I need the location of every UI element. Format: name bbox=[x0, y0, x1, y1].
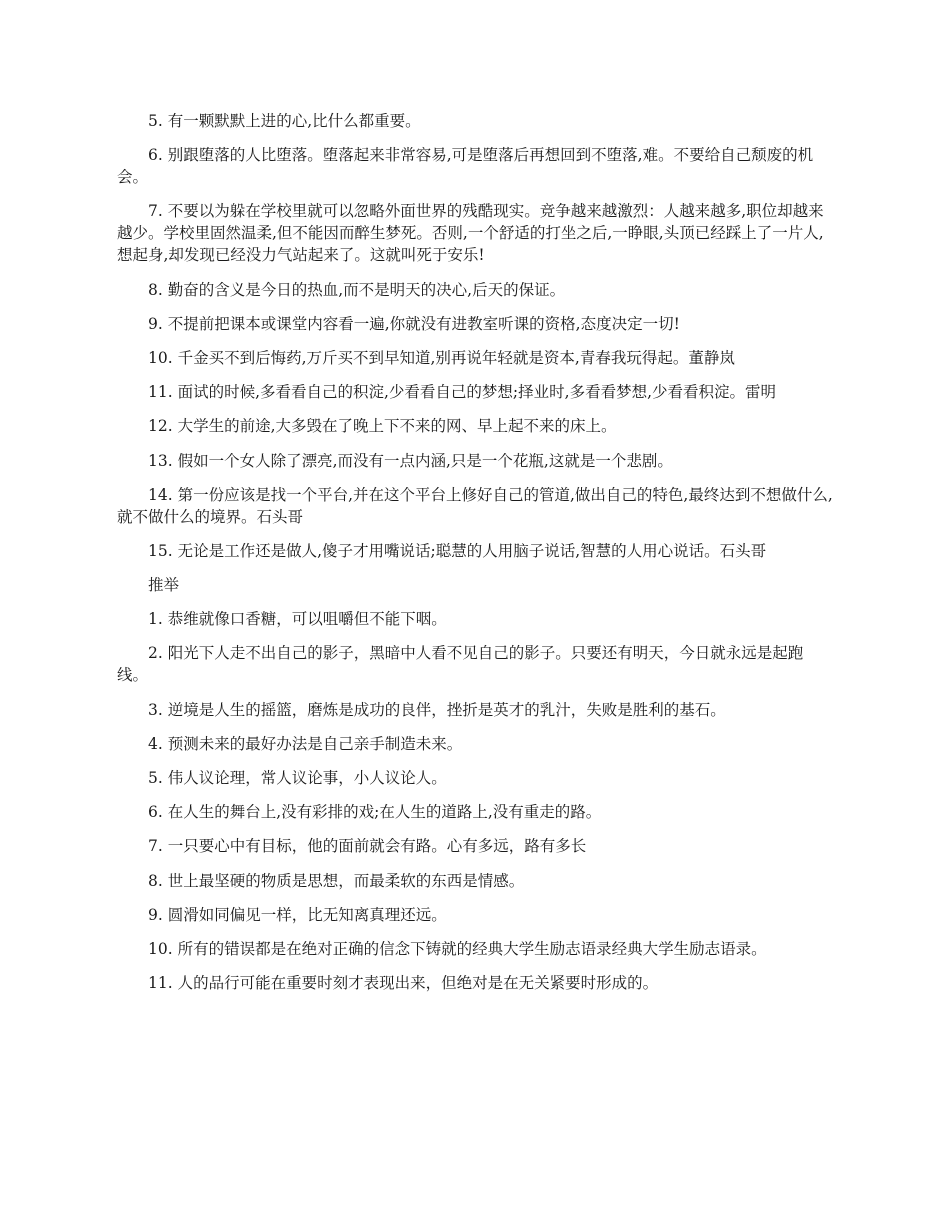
quote-paragraph: 8. 勤奋的含义是今日的热血,而不是明天的决心,后天的保证。 bbox=[148, 280, 566, 299]
quote-paragraph: 7. 不要以为躲在学校里就可以忽略外面世界的残酷现实。竞争越来越激烈：人越来越多,职位却越来越少。学校里固然温柔,但不能因而醉生梦死。否则,一个舒适的打坐之后,一睁眼,头顶已经踩上了一片人,想起身,却发现已经没力气站起来了。这就叫死于安乐! bbox=[117, 202, 824, 265]
quote-paragraph: 11. 人的品行可能在重要时刻才表现出来，但绝对是在无关紧要时形成的。 bbox=[148, 974, 659, 993]
quote-paragraph: 4. 预测未来的最好办法是自己亲手制造未来。 bbox=[148, 734, 463, 753]
quote-paragraph: 7. 一只要心中有目标，他的面前就会有路。心有多远，路有多长 bbox=[148, 837, 587, 856]
quote-paragraph: 12. 大学生的前途,大多毁在了晚上下不来的网、早上起不来的床上。 bbox=[148, 417, 617, 436]
quote-paragraph: 3. 逆境是人生的摇篮，磨炼是成功的良伴，挫折是英才的乳汁，失败是胜利的基石。 bbox=[148, 700, 726, 719]
quote-paragraph: 9. 圆滑如同偏见一样，比无知离真理还远。 bbox=[148, 905, 447, 924]
quote-paragraph: 8. 世上最坚硬的物质是思想，而最柔软的东西是情感。 bbox=[148, 871, 525, 890]
quote-paragraph: 10. 千金买不到后悔药,万斤买不到早知道,别再说年轻就是资本,青春我玩得起。董静岚 bbox=[148, 348, 735, 367]
quote-paragraph: 10. 所有的错误都是在绝对正确的信念下铸就的经典大学生励志语录经典大学生励志语录。 bbox=[148, 939, 767, 958]
quote-paragraph: 5. 有一颗默默上进的心,比什么都重要。 bbox=[148, 112, 421, 130]
document-body bbox=[117, 110, 833, 1006]
quote-paragraph: 1. 恭维就像口香糖，可以咀嚼但不能下咽。 bbox=[148, 610, 447, 629]
quote-paragraph: 6. 别跟堕落的人比堕落。堕落起来非常容易,可是堕落后再想回到不堕落,难。不要给自己颓废的机会。 bbox=[117, 146, 814, 187]
section-heading: 推举 bbox=[148, 576, 180, 595]
quote-paragraph: 11. 面试的时候,多看看自己的积淀,少看看自己的梦想;择业时,多看看梦想,少看看积淀。雷明 bbox=[148, 383, 777, 402]
quote-paragraph: 14. 第一份应该是找一个平台,并在这个平台上修好自己的管道,做出自己的特色,最终达到不想做什么,就不做什么的境界。石头哥 bbox=[117, 485, 833, 526]
quote-paragraph: 13. 假如一个女人除了漂亮,而没有一点内涵,只是一个花瓶,这就是一个悲剧。 bbox=[148, 451, 673, 470]
quote-paragraph: 15. 无论是工作还是做人,傻子才用嘴说话;聪慧的人用脑子说话,智慧的人用心说话。石头哥 bbox=[148, 541, 767, 560]
quote-paragraph: 9. 不提前把课本或课堂内容看一遍,你就没有进教室听课的资格,态度决定一切! bbox=[148, 314, 680, 333]
quote-paragraph: 2. 阳光下人走不出自己的影子，黑暗中人看不见自己的影子。只要还有明天，今日就永远是起跑线。 bbox=[117, 644, 804, 685]
quote-paragraph: 5. 伟人议论理，常人议论事，小人议论人。 bbox=[148, 769, 447, 787]
quote-paragraph: 6. 在人生的舞台上,没有彩排的戏;在人生的道路上,没有重走的路。 bbox=[148, 803, 602, 822]
